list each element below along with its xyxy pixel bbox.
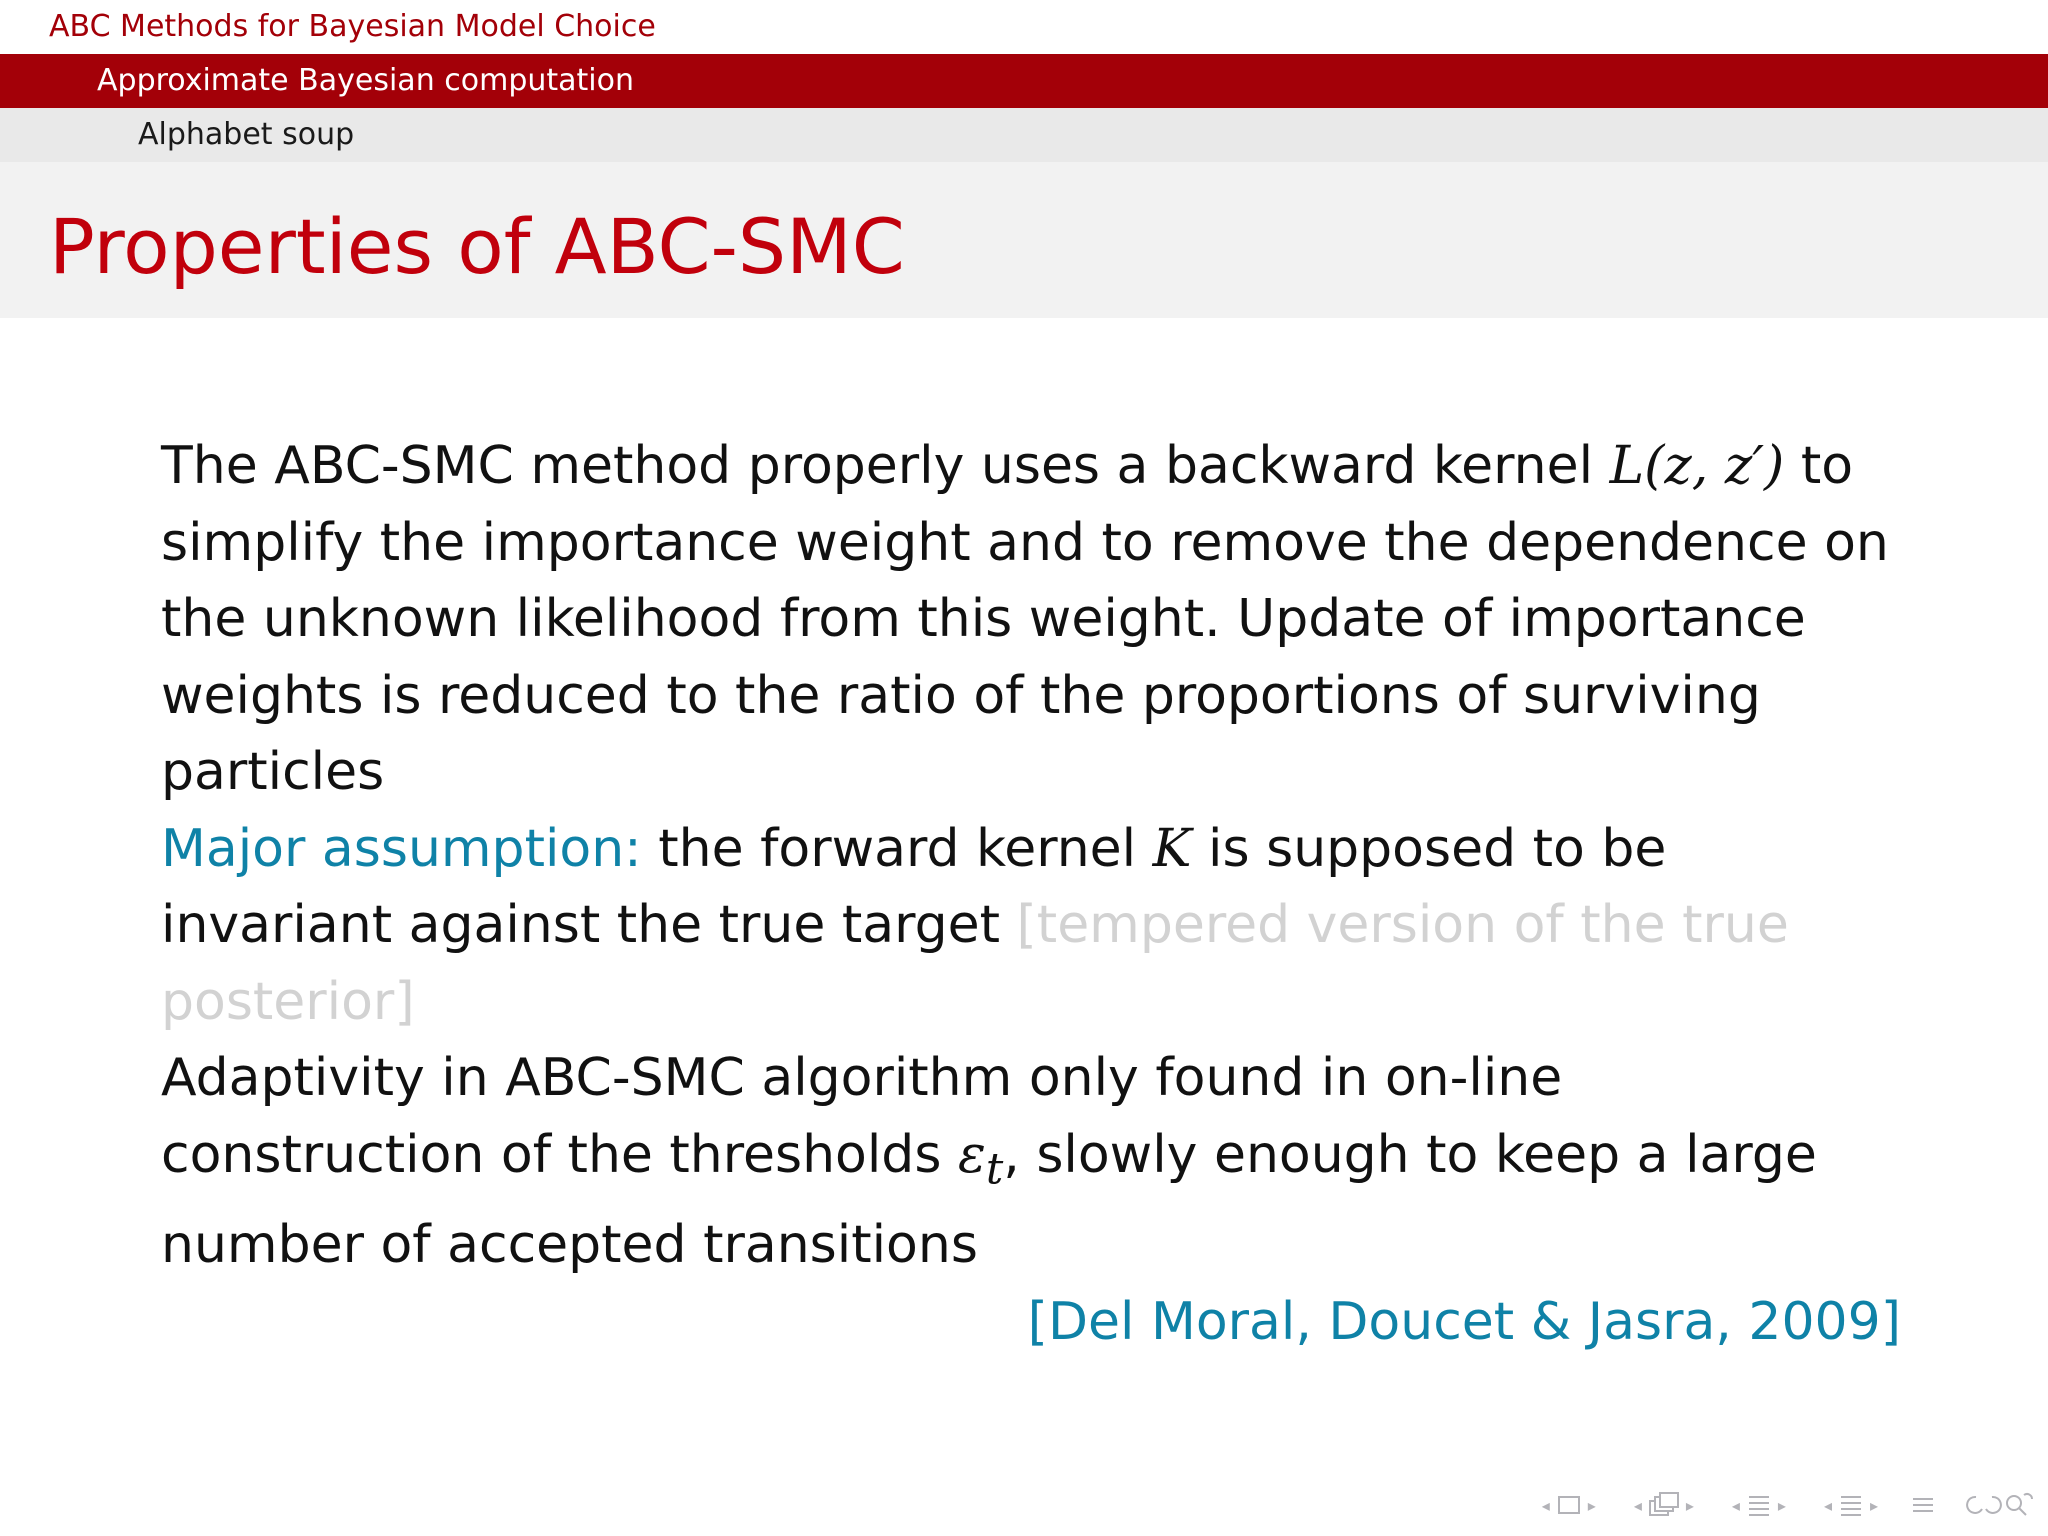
page-title: Properties of ABC-SMC (49, 202, 905, 291)
frame-nav-icon[interactable]: ◂ ▸ (1628, 1491, 1700, 1519)
math-threshold: $\varepsilon_t$ (957, 1124, 1004, 1194)
paragraph-major-assumption: Major assumption: the forward kernel K is supposed to be invariant against the true target [tempered version of the true posterior] (161, 818, 1789, 1032)
section-nav-icon[interactable]: ◂ ▸ (1823, 1495, 1878, 1515)
slide-nav-icon[interactable]: ◂ ▸ (1541, 1495, 1596, 1515)
faded-note: [tempered version of the true posterior] (161, 895, 1789, 1032)
outline-icon[interactable] (1910, 1493, 1936, 1517)
subsection-nav-icon[interactable]: ◂ ▸ (1731, 1495, 1786, 1515)
navigation-bar (1510, 1488, 2034, 1522)
paragraph-backward-kernel: The ABC-SMC method properly uses a backward kernel L(z, z′) to simplify the importance weight and to remove the dependence on the unknown likelihood from this weight. Update of importance weights is reduced to the ratio of the proportions of surviving particles (161, 436, 1889, 802)
citation: [Del Moral, Doucet & Jasra, 2009] (1027, 1291, 1901, 1352)
breadcrumb-subsection[interactable]: Approximate Bayesian computation (97, 63, 634, 98)
back-forward-search-icon[interactable] (1962, 1491, 2034, 1519)
header-subsubsection-band (0, 108, 2048, 162)
alert-label: Major assumption: (161, 818, 642, 879)
header-subsection-band (0, 54, 2048, 108)
paragraph-adaptivity: Adaptivity in ABC-SMC algorithm only found in on-line construction of the thresholds $\varepsilon_t$, slowly enough to keep a large number of accepted transitions (161, 1048, 1817, 1276)
header-section-band (0, 0, 2048, 54)
math-backward-kernel: L(z, z′) (1609, 436, 1785, 496)
math-forward-kernel: K (1152, 818, 1192, 879)
breadcrumb-subsubsection[interactable]: Alphabet soup (138, 117, 355, 152)
breadcrumb-section[interactable]: ABC Methods for Bayesian Model Choice (49, 9, 656, 44)
slide-body (161, 428, 1901, 1360)
